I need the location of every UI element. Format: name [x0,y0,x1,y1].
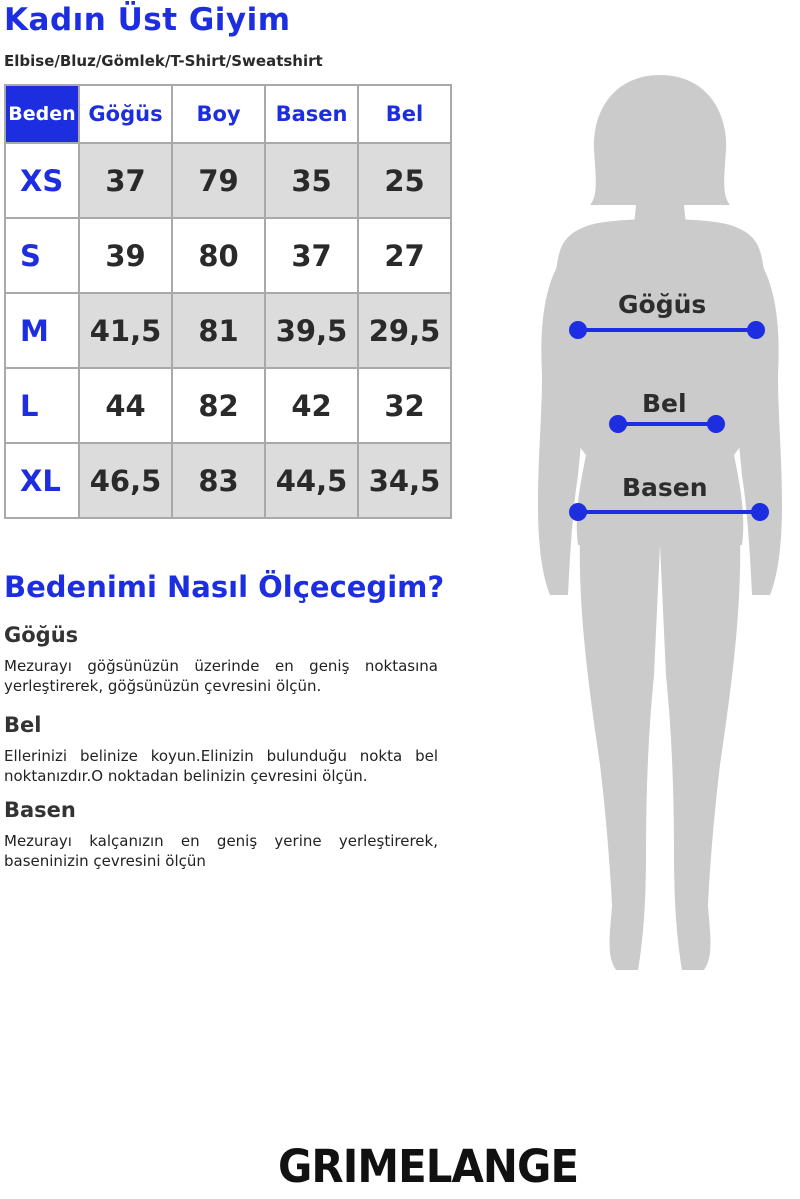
table-row [5,368,451,443]
waist-measure-point [611,417,625,431]
table-cell: 82 [172,368,265,443]
table-cell: 39,5 [265,293,358,368]
waist-measure-point [709,417,723,431]
waist-instructions: Ellerinizi belinize koyun.Elinizin bulunduğu nokta bel noktanızdır.O noktadan belinizin çevresini ölçün. [4,747,438,785]
header-length: Boy [172,85,265,143]
table-cell: 32 [358,368,451,443]
table-cell: 34,5 [358,443,451,518]
table-row [5,218,451,293]
hip-measure-point [753,505,767,519]
waist-heading: Bel [4,713,42,737]
table-cell: 41,5 [79,293,172,368]
table-cell: 27 [358,218,451,293]
size-label: S [5,218,79,293]
table-cell: 46,5 [79,443,172,518]
header-size: Beden [5,85,79,143]
table-cell: 44 [79,368,172,443]
table-cell: 25 [358,143,451,218]
table-cell: 79 [172,143,265,218]
size-label: M [5,293,79,368]
waist-label: Bel [642,389,687,418]
measure-guide-title: Bedenimi Nasıl Ölçecegim? [4,570,445,604]
table-cell: 29,5 [358,293,451,368]
header-hip: Basen [265,85,358,143]
table-cell: 42 [265,368,358,443]
header-waist: Bel [358,85,451,143]
size-label: XL [5,443,79,518]
hip-heading: Basen [4,798,76,822]
table-cell: 80 [172,218,265,293]
chest-label: Göğüs [618,290,707,319]
table-cell: 37 [265,218,358,293]
table-row [5,293,451,368]
page-subtitle: Elbise/Bluz/Gömlek/T-Shirt/Sweatshirt [4,52,323,70]
table-cell: 37 [79,143,172,218]
table-row [5,443,451,518]
size-label: L [5,368,79,443]
chest-heading: Göğüs [4,623,79,647]
chest-measure-point [749,323,763,337]
brand-logo: GRIMELANGE [278,1140,579,1193]
table-row [5,143,451,218]
body-figure [520,75,800,1005]
table-cell: 39 [79,218,172,293]
chest-instructions: Mezurayı göğsünüzün üzerinde en geniş noktasına yerleştirerek, göğsünüzün çevresini ölçün. [4,657,438,695]
hip-measure-point [571,505,585,519]
table-cell: 83 [172,443,265,518]
body-silhouette [520,75,800,1005]
size-label: XS [5,143,79,218]
size-table [4,84,452,519]
chest-measure-point [571,323,585,337]
hip-label: Basen [622,473,708,502]
table-header-row [5,85,451,143]
table-cell: 44,5 [265,443,358,518]
page-title: Kadın Üst Giyim [4,2,291,38]
table-cell: 81 [172,293,265,368]
header-chest: Göğüs [79,85,172,143]
hip-instructions: Mezurayı kalçanızın en geniş yerine yerleştirerek, baseninizin çevresini ölçün [4,832,438,870]
table-cell: 35 [265,143,358,218]
